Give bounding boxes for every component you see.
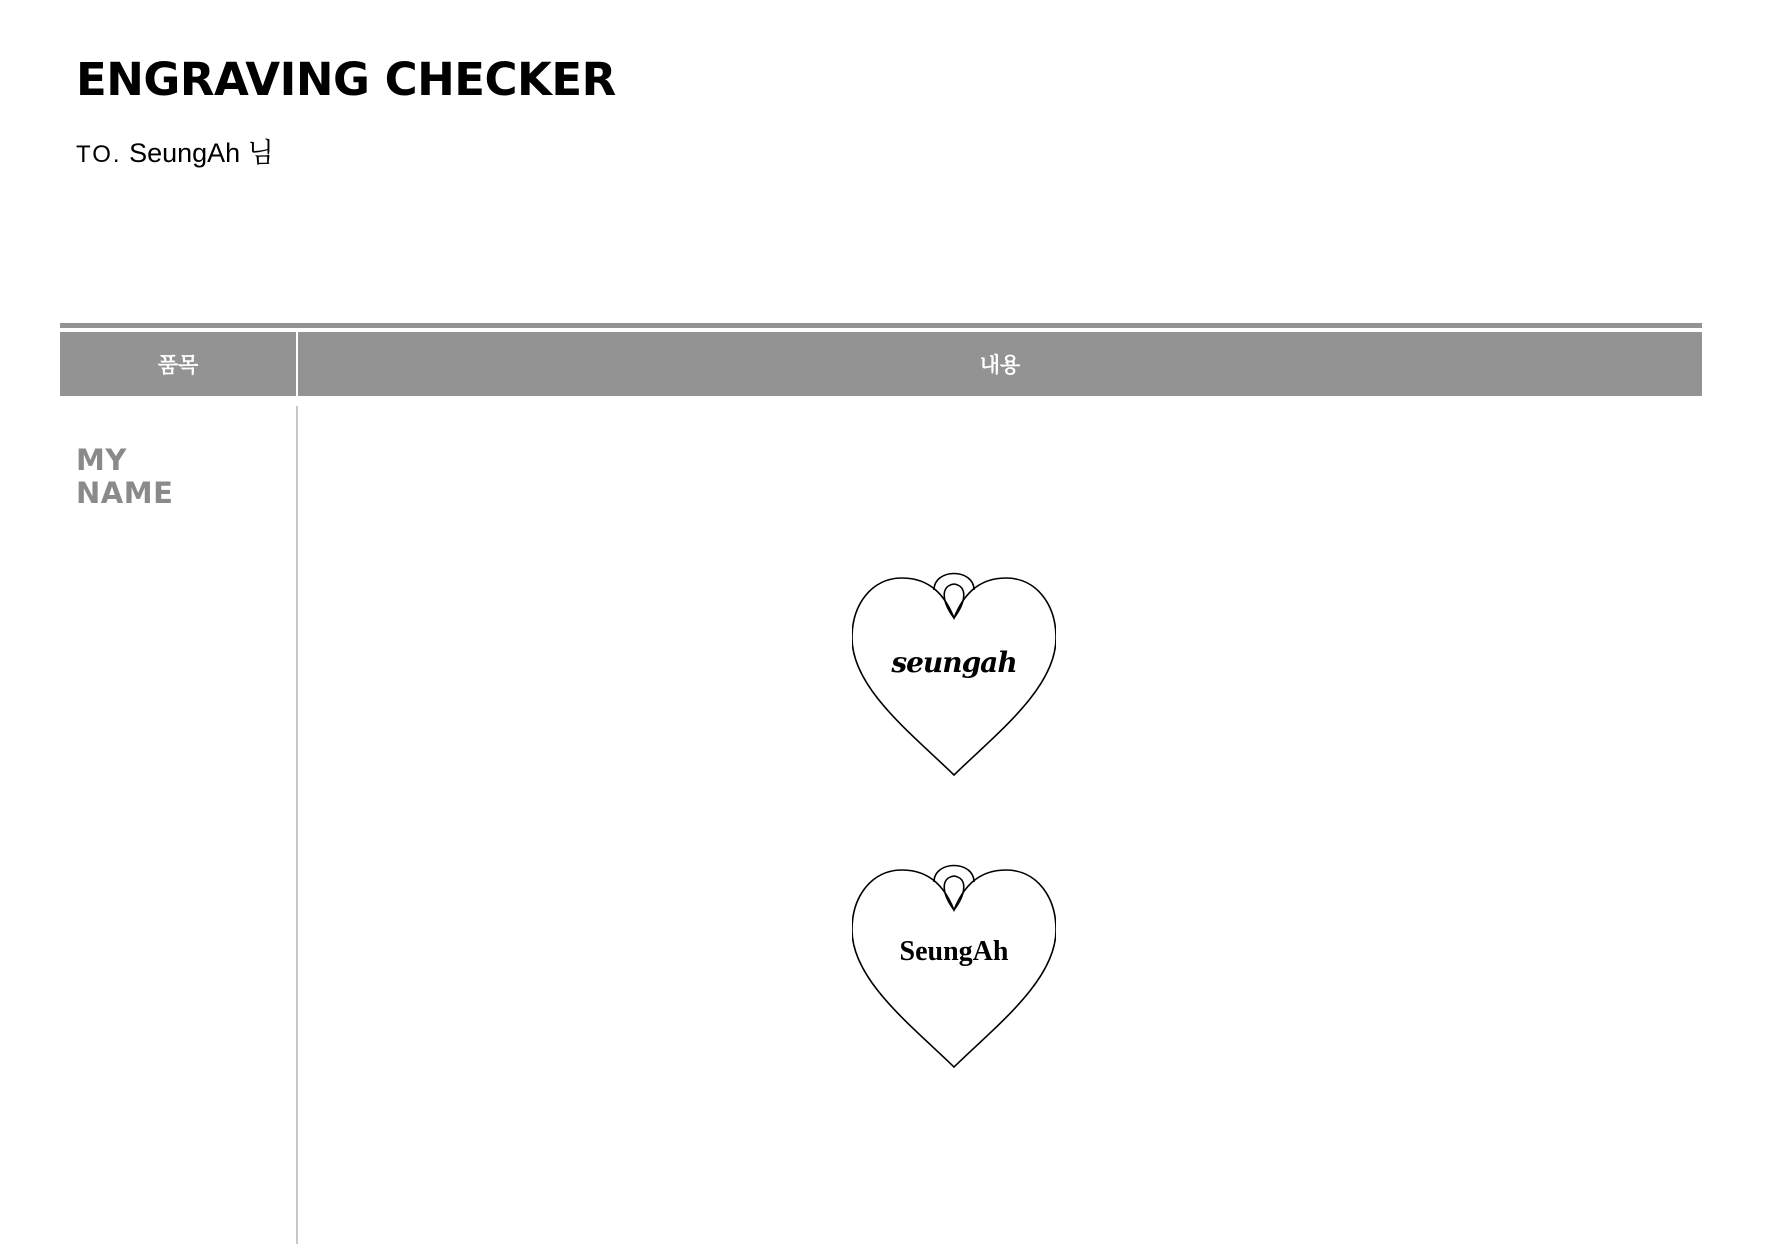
row-label-line-2: NAME xyxy=(76,476,174,510)
column-header-item: 품목 xyxy=(60,332,298,396)
heart-tag-script-preview xyxy=(852,564,1056,786)
row-label-line-1: MY xyxy=(76,443,127,477)
table-header xyxy=(60,332,1702,396)
engraving-script-text: seungah xyxy=(891,646,1017,679)
recipient-prefix: TO. xyxy=(76,141,122,168)
column-divider xyxy=(296,406,298,1244)
column-header-content: 내용 xyxy=(979,353,1021,377)
recipient-line xyxy=(76,136,274,172)
heart-tag-serif-preview xyxy=(852,856,1056,1078)
recipient-name: SeungAh 님 xyxy=(129,138,274,168)
row-label-my-name xyxy=(76,444,276,510)
table-top-rule xyxy=(60,323,1702,328)
page-title: ENGRAVING CHECKER xyxy=(76,53,616,106)
engraving-serif-text: SeungAh xyxy=(899,936,1009,967)
